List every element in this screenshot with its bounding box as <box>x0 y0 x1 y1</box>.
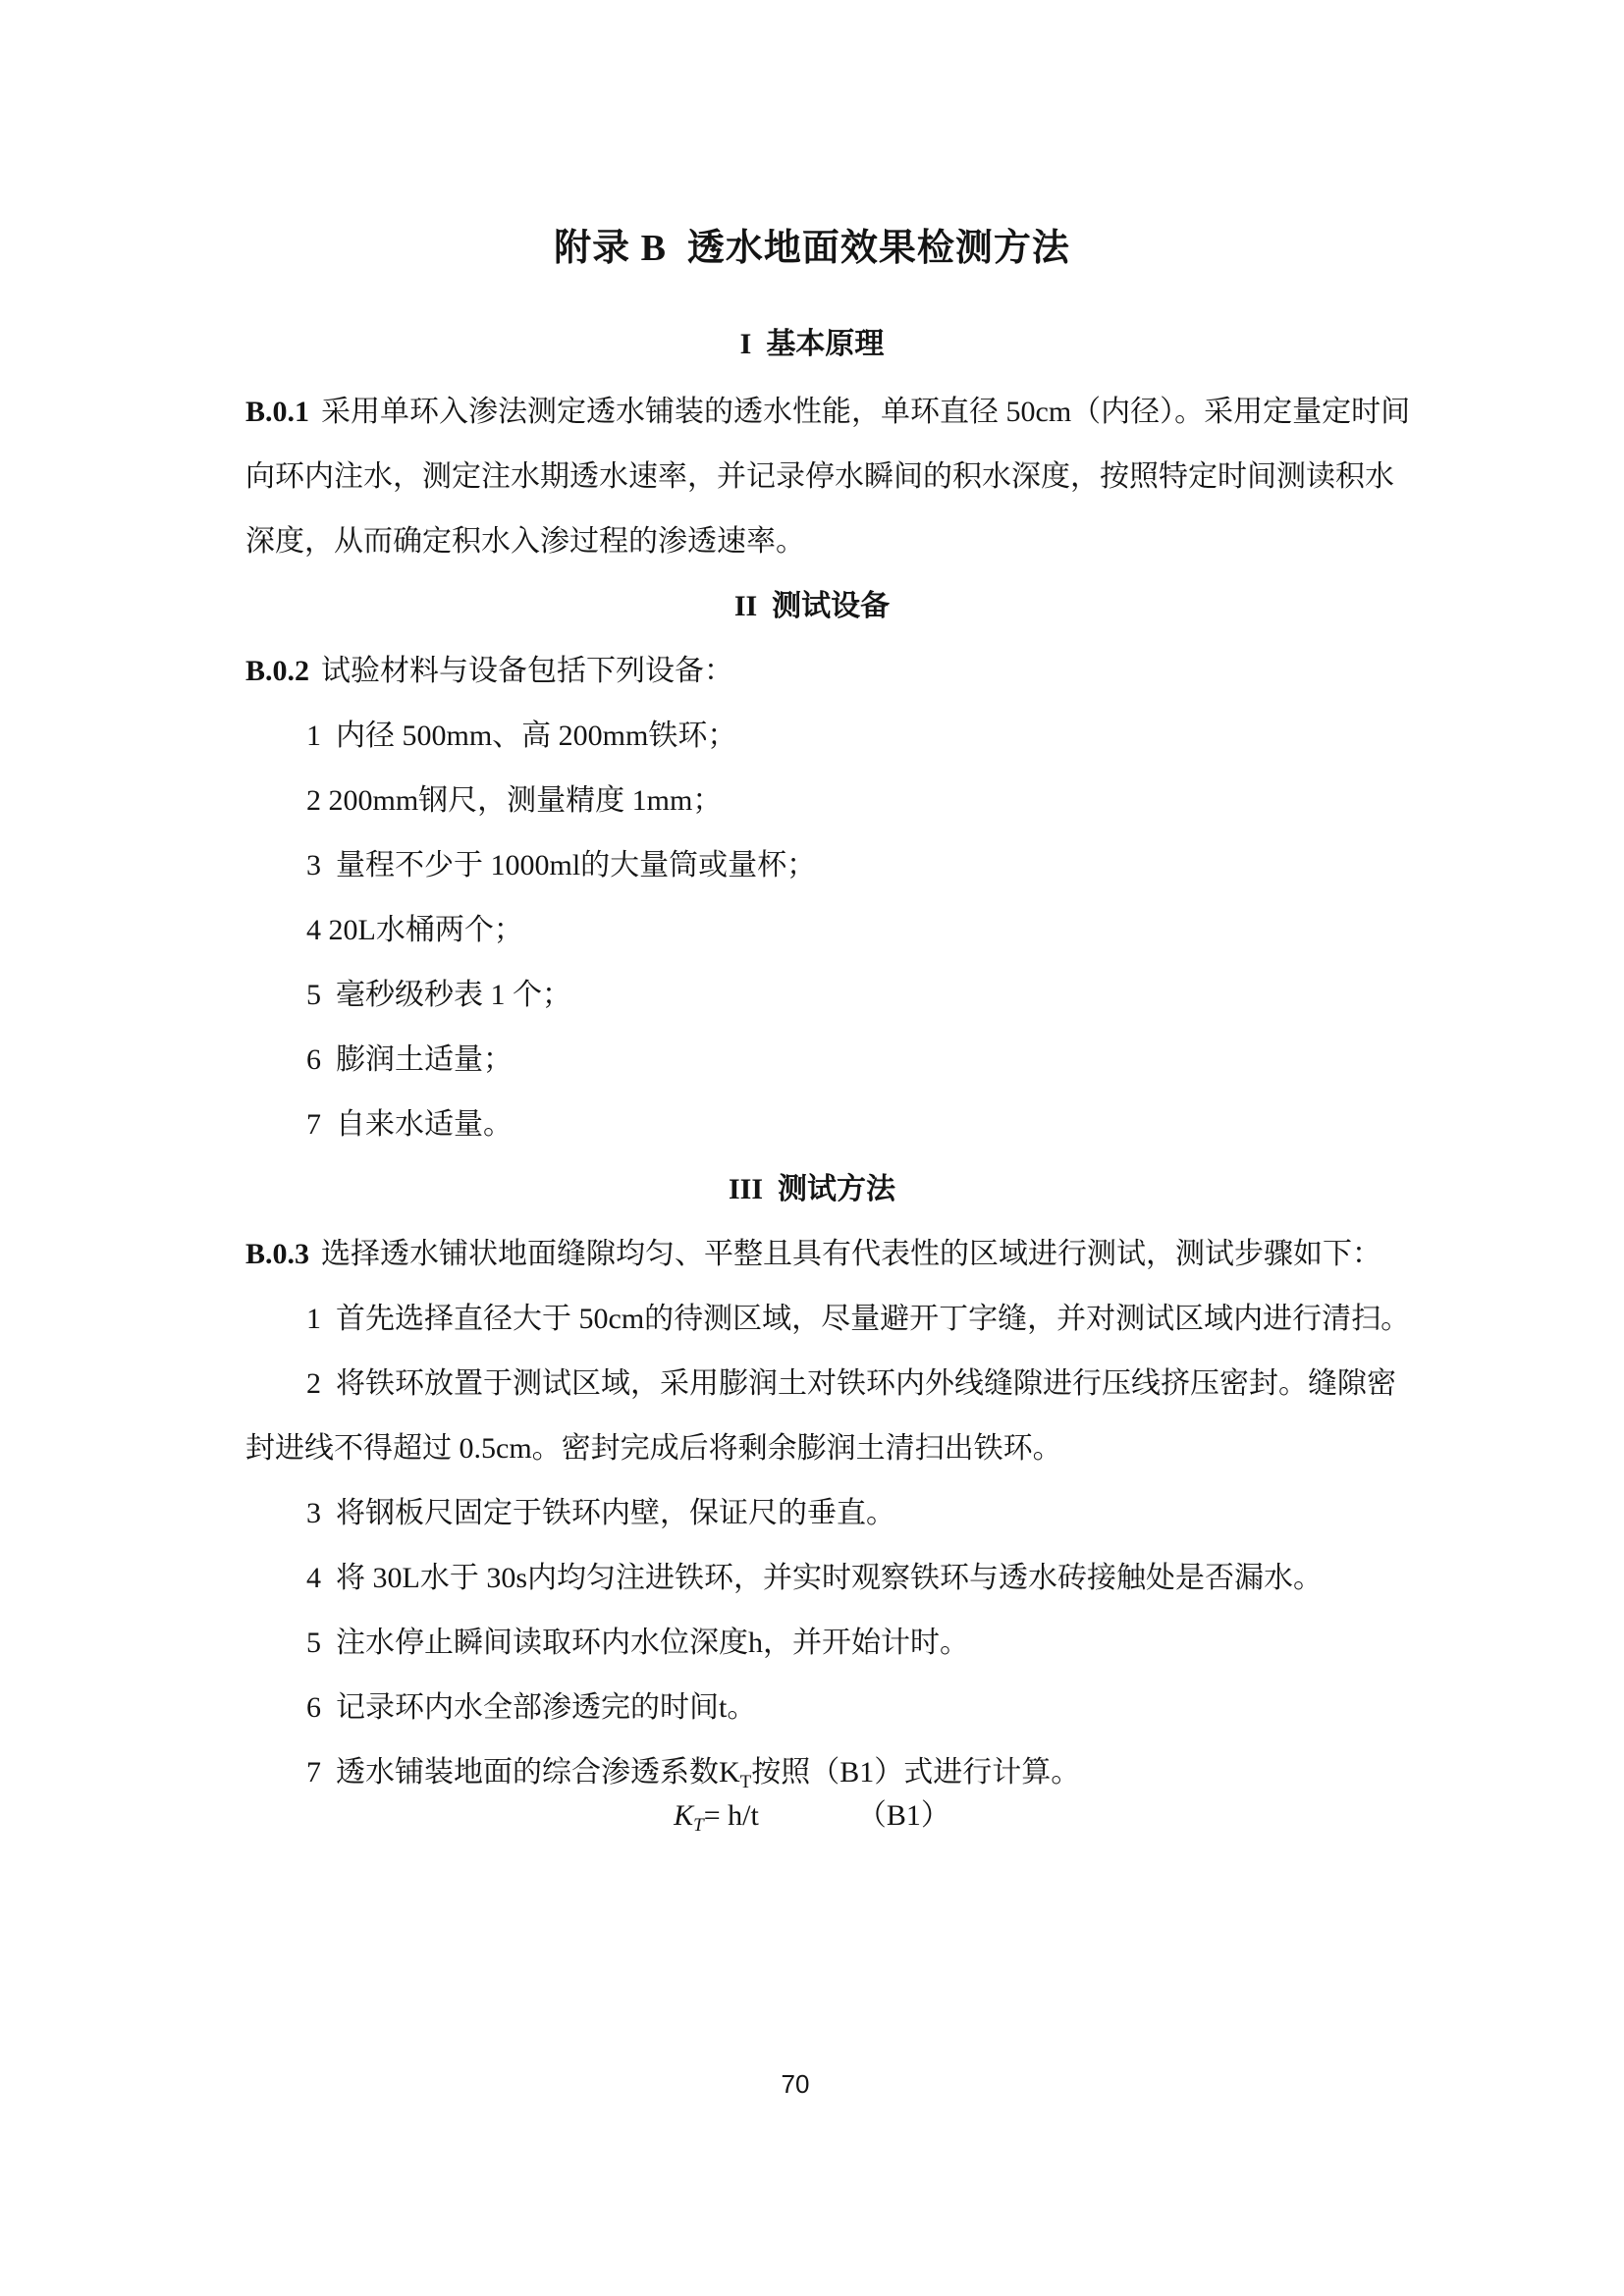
formula-expression: = h/t <box>703 1799 759 1832</box>
equipment-item-2: 2 200mm钢尺，测量精度 1mm； <box>306 784 723 817</box>
formula-b1 <box>245 1784 1379 1858</box>
clause-b01-line1 <box>245 380 1411 445</box>
equipment-item-7: 7 自来水适量。 <box>306 1108 513 1141</box>
section-heading-test-method: III 测试方法 <box>728 1173 896 1205</box>
equipment-item-5: 5 毫秒级秒表 1 个； <box>306 979 571 1011</box>
method-step-4: 4 将 30L水于 30s内均匀注进铁环，并实时观察铁环与透水砖接触处是否漏水。 <box>306 1562 1323 1594</box>
clause-b01-label: B.0.1 <box>245 396 310 428</box>
method-step-6: 6 记录环内水全部渗透完的时间t。 <box>306 1691 757 1724</box>
formula-number: （B1） <box>856 1799 950 1832</box>
formula-variable-subscript: T <box>693 1815 704 1836</box>
clause-b01-line2: 向环内注水，测定注水期透水速率，并记录停水瞬间的积水深度，按照特定时间测读积水 <box>245 460 1394 493</box>
page-number: 70 <box>781 2069 810 2099</box>
appendix-title: 附录 B 透水地面效果检测方法 <box>554 228 1070 269</box>
equipment-item-1: 1 内径 500mm、高 200mm铁环； <box>306 720 737 752</box>
method-step-7-text: 7 透水铺装地面的综合渗透系数K <box>306 1756 740 1789</box>
clause-b03-line <box>245 1222 1382 1287</box>
method-step-5: 5 注水停止瞬间读取环内水位深度h，并开始计时。 <box>306 1627 969 1659</box>
clause-b02-label: B.0.2 <box>245 655 310 687</box>
equipment-item-4: 4 20L水桶两个； <box>306 914 523 946</box>
method-step-7-tail: 按照（B1）式进行计算。 <box>751 1756 1081 1789</box>
clause-b01-line3: 深度，从而确定积水入渗过程的渗透速率。 <box>245 525 805 558</box>
section-heading-basic-principle: I 基本原理 <box>739 328 885 360</box>
method-step-2-line1: 2 将铁环放置于测试区域，采用膨润土对铁环内外线缝隙进行压线挤压密封。缝隙密 <box>306 1367 1396 1400</box>
equipment-item-6: 6 膨润土适量； <box>306 1043 513 1076</box>
equipment-item-3: 3 量程不少于 1000ml的大量筒或量杯； <box>306 849 817 881</box>
clause-b03-text: 选择透水铺状地面缝隙均匀、平整且具有代表性的区域进行测试，测试步骤如下： <box>321 1238 1382 1270</box>
clause-b03-label: B.0.3 <box>245 1238 310 1270</box>
clause-b02-text: 试验材料与设备包括下列设备： <box>321 655 734 687</box>
method-step-7-subscript: T <box>739 1772 752 1792</box>
method-step-1: 1 首先选择直径大于 50cm的待测区域，尽量避开丁字缝，并对测试区域内进行清扫。 <box>306 1303 1411 1335</box>
method-step-2-line2: 封进线不得超过 0.5cm。密封完成后将剩余膨润土清扫出铁环。 <box>245 1432 1062 1465</box>
method-step-3: 3 将钢板尺固定于铁环内壁，保证尺的垂直。 <box>306 1497 895 1529</box>
section-heading-test-equipment: II 测试设备 <box>733 590 891 622</box>
clause-b01-text1: 采用单环入渗法测定透水铺装的透水性能，单环直径 50cm（内径）。采用定量定时间 <box>321 396 1411 428</box>
formula-variable: K <box>674 1799 694 1832</box>
clause-b02-line <box>245 639 1379 704</box>
